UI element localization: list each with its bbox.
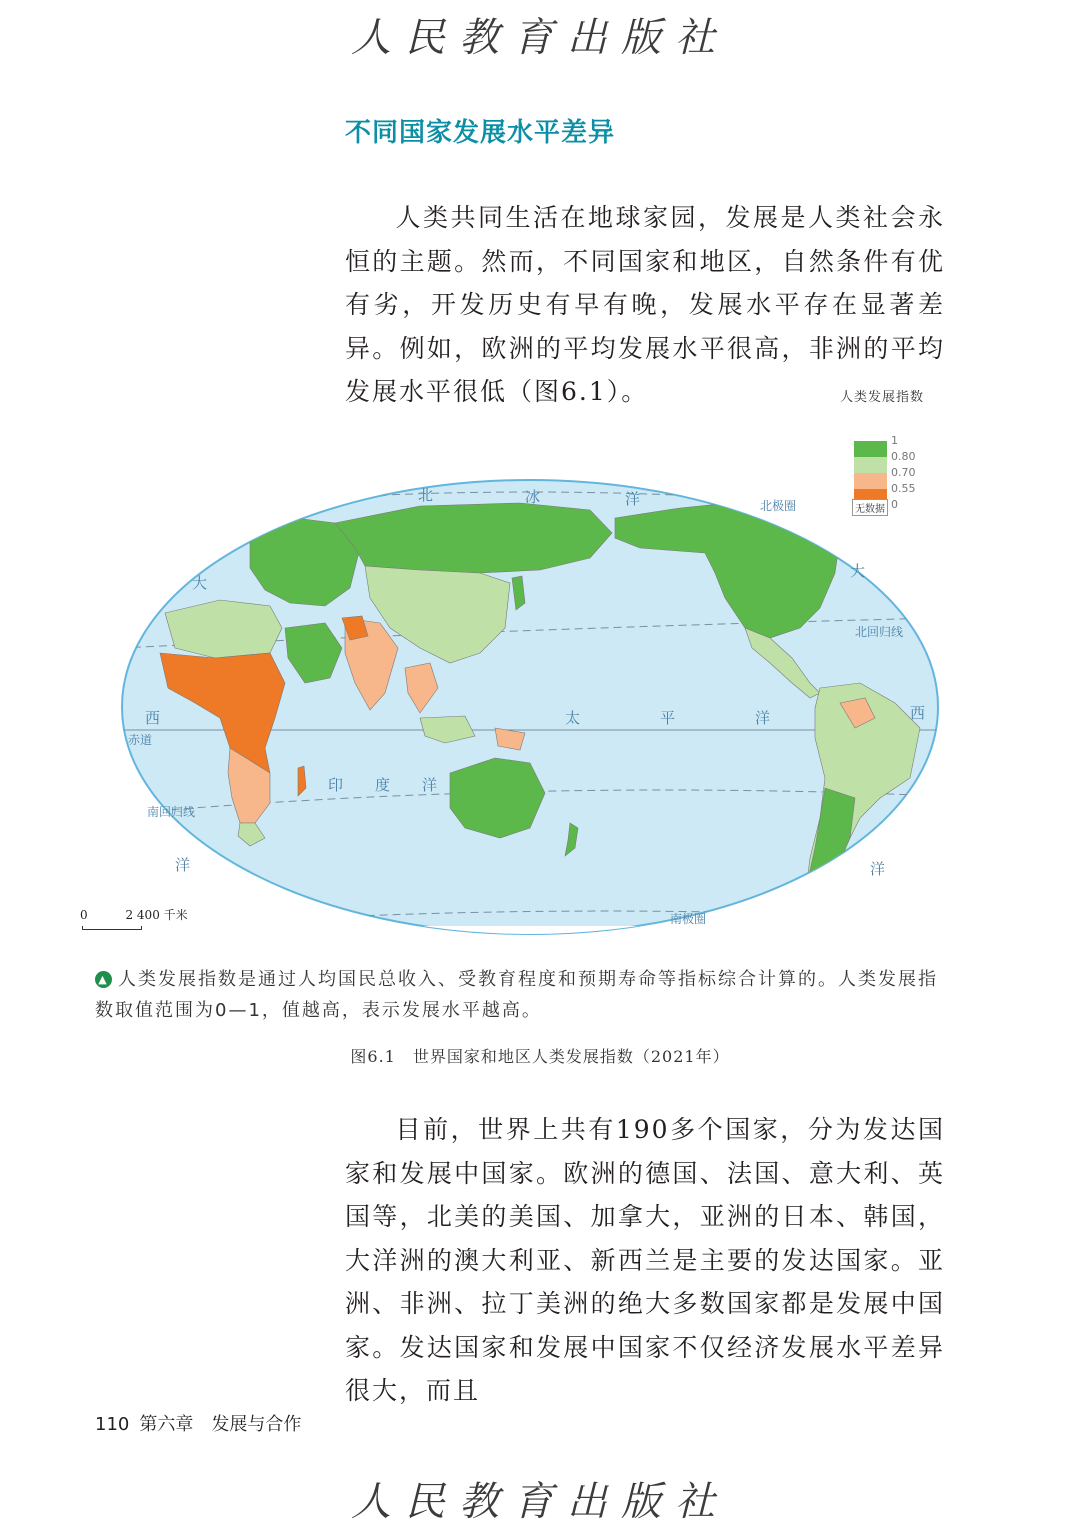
map-note [95, 964, 945, 1026]
map-scale [80, 906, 188, 923]
antarctic-circle-label: 南极圈 [670, 912, 707, 926]
publisher-watermark-top: 人民教育出版社 [351, 15, 729, 61]
equator-label: 赤道 [128, 733, 153, 747]
pacific-label: 洋 [755, 709, 771, 727]
legend-title: 人类发展指数 [840, 390, 925, 405]
figure-caption: 图6.1 世界国家和地区人类发展指数（2021年） [350, 1047, 730, 1066]
arctic-label: 洋 [625, 490, 641, 508]
legend-tick: 0.55 [891, 482, 916, 495]
pacific-label: 太 [565, 709, 581, 727]
arrow-up-icon: ▲ [95, 971, 112, 988]
atlantic-left-label: 洋 [175, 856, 191, 874]
page-number: 110 [95, 1414, 130, 1435]
arctic-label: 冰 [525, 488, 541, 506]
world-hdi-map [120, 478, 940, 936]
chapter-title: 第六章 发展与合作 [139, 1414, 302, 1435]
legend-tick: 0.80 [891, 450, 916, 463]
atlantic-right-label: 西 [910, 704, 926, 722]
scale-distance: 2 400 千米 [125, 908, 188, 922]
tropic-cancer-label: 北回归线 [855, 625, 904, 639]
indian-label: 度 [375, 776, 391, 794]
section-title: 不同国家发展水平差异 [345, 118, 616, 148]
atlantic-left-label: 西 [145, 709, 161, 727]
legend-swatch-mid-high [854, 457, 887, 473]
indian-label: 洋 [422, 776, 438, 794]
publisher-watermark-bottom: 人民教育出版社 [351, 1479, 729, 1525]
page-footer [95, 1410, 301, 1436]
scale-bar [82, 926, 142, 930]
legend-no-data: 无数据 [852, 499, 888, 516]
legend-swatch-high [854, 441, 887, 457]
paragraph-2 [345, 1108, 945, 1413]
arctic-label: 北 [418, 486, 434, 504]
legend-tick: 1 [891, 434, 898, 447]
map-note-text: 人类发展指数是通过人均国民总收入、受教育程度和预期寿命等指标综合计算的。人类发展指数取值范围为0—1，值越高，表示发展水平越高。 [95, 969, 938, 1021]
atlantic-left-label: 大 [192, 574, 208, 592]
indian-label: 印 [328, 776, 344, 794]
arctic-circle-label: 北极圈 [760, 499, 797, 513]
scale-zero: 0 [80, 908, 88, 922]
atlantic-right-label: 洋 [870, 860, 886, 878]
region-north-africa [165, 600, 282, 658]
legend-tick: 0 [891, 498, 898, 511]
legend-tick: 0.70 [891, 466, 916, 479]
paragraph-2-text: 目前，世界上共有190多个国家，分为发达国家和发展中国家。欧洲的德国、法国、意大利、英国等，北美的美国、加拿大，亚洲的日本、韩国，大洋洲的澳大利亚、新西兰是主要的发达国家。亚洲、非洲、拉丁美洲的绝大多数国家都是发展中国家。发达国家和发展中国家不仅经济发展水平差异很大，而且 [345, 1115, 945, 1405]
paragraph-1 [345, 196, 945, 414]
tropic-capricorn-label: 南回归线 [147, 805, 196, 819]
pacific-label: 平 [660, 709, 676, 727]
atlantic-right-label: 大 [850, 562, 866, 580]
region-australia [450, 758, 545, 838]
paragraph-1-text: 人类共同生活在地球家园，发展是人类社会永恒的主题。然而，不同国家和地区，自然条件有优有劣，开发历史有早有晚，发展水平存在显著差异。例如，欧洲的平均发展水平很高，非洲的平均发展水平很低（图6.1）。 [345, 203, 945, 406]
